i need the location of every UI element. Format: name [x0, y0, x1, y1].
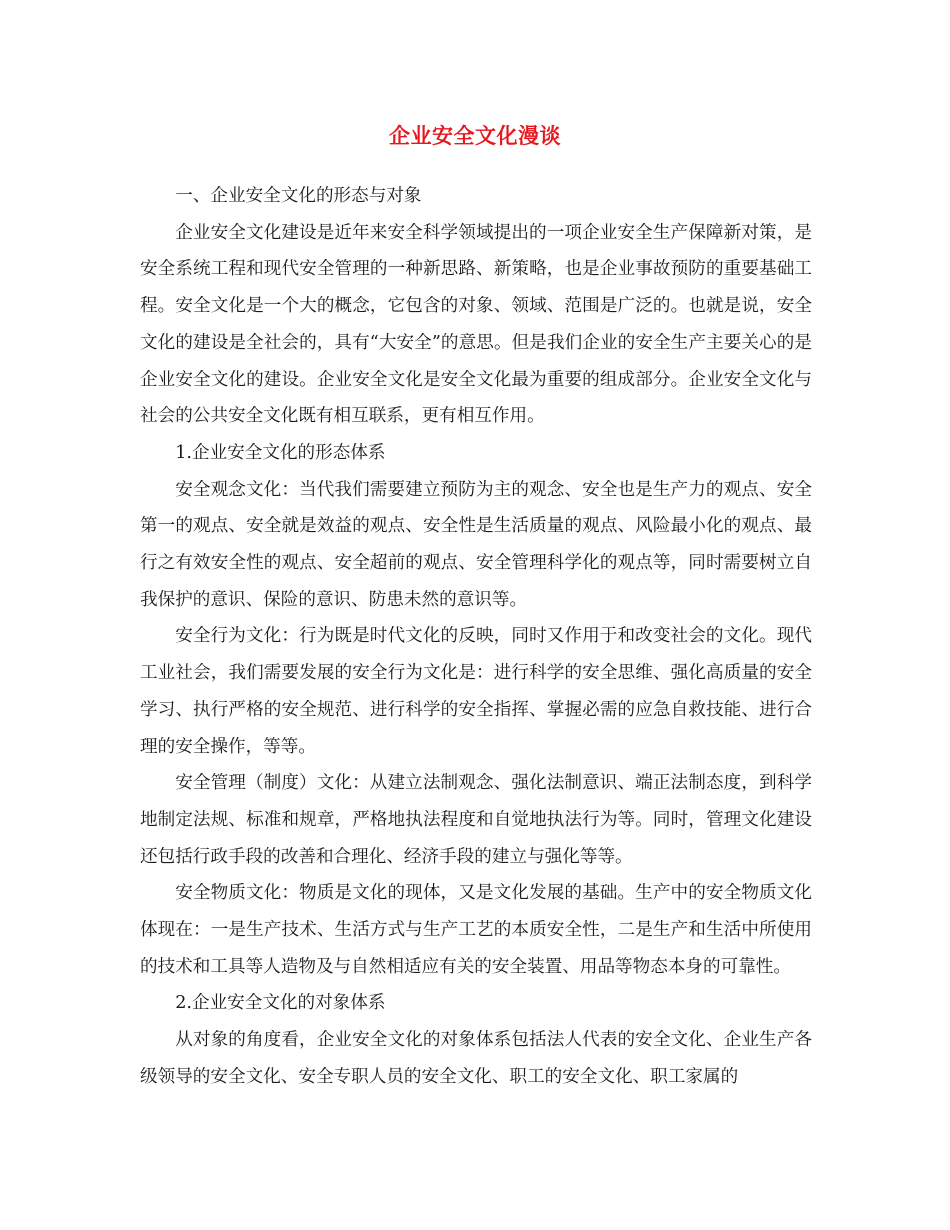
- body-paragraph: 安全观念文化：当代我们需要建立预防为主的观念、安全也是生产力的观点、安全第一的观点、安全就是效益的观点、安全性是生活质量的观点、风险最小化的观点、最行之有效安全性的观点、安全超前的观点、安全管理科学化的观点等，同时需要树立自我保护的意识、保险的意识、防患未然的意识等。: [140, 479, 812, 610]
- body-paragraph: 安全行为文化：行为既是时代文化的反映，同时又作用于和改变社会的文化。现代工业社会，我们需要发展的安全行为文化是：进行科学的安全思维、强化高质量的安全学习、执行严格的安全规范、进行科学的安全指挥、掌握必需的应急自救技能、进行合理的安全操作，等等。: [140, 626, 812, 757]
- body-paragraph: 安全物质文化：物质是文化的现体，又是文化发展的基础。生产中的安全物质文化体现在：一是生产技术、生活方式与生产工艺的本质安全性，二是生产和生活中所使用的技术和工具等人造物及与自然相适应有关的安全装置、用品等物态本身的可靠性。: [140, 883, 812, 977]
- document-body: [140, 178, 812, 1096]
- body-paragraph: 安全管理（制度）文化：从建立法制观念、强化法制意识、端正法制态度，到科学地制定法规、标准和规章，严格地执法程度和自觉地执法行为等。同时，管理文化建设还包括行政手段的改善和合理化、经济手段的建立与强化等等。: [140, 773, 812, 867]
- document-title: 企业安全文化漫谈: [389, 123, 561, 148]
- subsection-heading: 2.企业安全文化的对象体系: [175, 993, 386, 1014]
- subsection-heading: 1.企业安全文化的形态体系: [175, 442, 386, 463]
- body-paragraph: 从对象的角度看，企业安全文化的对象体系包括法人代表的安全文化、企业生产各级领导的安全文化、安全专职人员的安全文化、职工的安全文化、职工家属的: [140, 1030, 812, 1087]
- section-heading: 一、企业安全文化的形态与对象: [175, 186, 422, 206]
- body-paragraph: 企业安全文化建设是近年来安全科学领域提出的一项企业安全生产保障新对策，是安全系统工程和现代安全管理的一种新思路、新策略，也是企业事故预防的重要基础工程。安全文化是一个大的概念，它包含的对象、领域、范围是广泛的。也就是说，安全文化的建设是全社会的，具有“大安全”的意思。但是我们企业的安全生产主要关心的是企业安全文化的建设。企业安全文化是安全文化最为重要的组成部分。企业安全文化与社会的公共安全文化既有相互联系，更有相互作用。: [140, 222, 812, 427]
